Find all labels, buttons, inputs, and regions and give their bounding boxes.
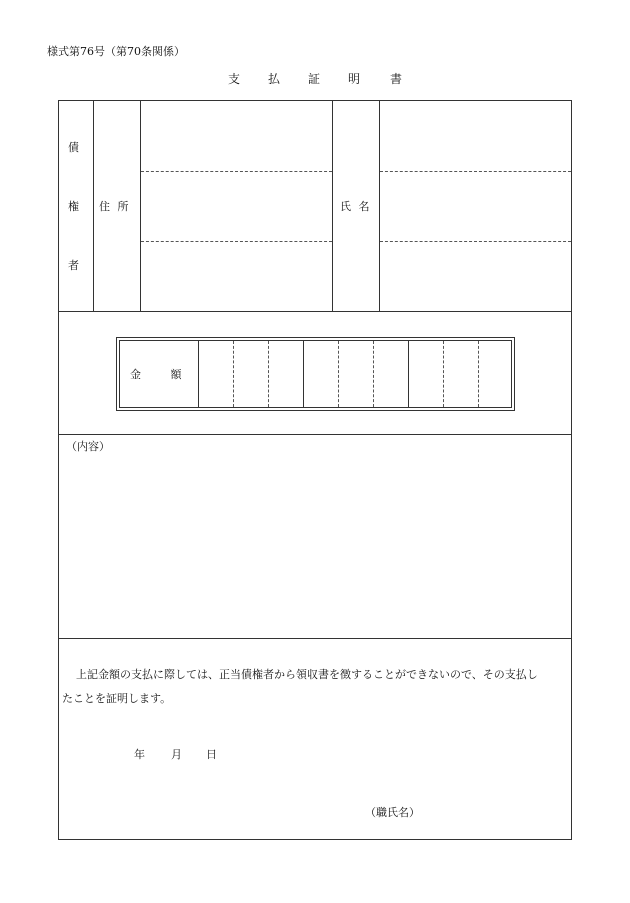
creditor-label-char: 者 xyxy=(68,259,79,272)
address-field-line-3[interactable] xyxy=(141,242,332,311)
amount-digit-box[interactable] xyxy=(444,341,478,407)
amount-label: 金 額 xyxy=(130,368,182,381)
content-label: （内容） xyxy=(66,440,110,453)
date-month-label: 月 xyxy=(171,748,182,761)
section-divider xyxy=(58,638,572,639)
title-char: 支 xyxy=(228,72,241,86)
name-field-line-1[interactable] xyxy=(380,101,571,171)
creditor-label-char: 債 xyxy=(68,141,79,154)
amount-digit-box[interactable] xyxy=(409,341,443,407)
name-label: 氏 名 xyxy=(340,200,372,213)
title-char: 書 xyxy=(390,72,403,86)
certification-text-line2: たことを証明します。 xyxy=(62,692,172,705)
form-number: 様式第76号（第70条関係） xyxy=(47,45,185,58)
amount-digit-box[interactable] xyxy=(479,341,511,407)
name-field-line-3[interactable] xyxy=(380,242,571,311)
official-name-field[interactable] xyxy=(430,802,560,824)
amount-digit-box[interactable] xyxy=(199,341,233,407)
section-divider xyxy=(58,434,572,435)
certification-text-line1: 上記金額の支払に際しては、正当債権者から領収書を徴することができないので、その支払し xyxy=(76,668,538,681)
address-field-line-2[interactable] xyxy=(141,172,332,241)
name-field-line-2[interactable] xyxy=(380,172,571,241)
amount-digit-box[interactable] xyxy=(374,341,408,407)
creditor-label-char: 権 xyxy=(68,200,79,213)
amount-digit-box[interactable] xyxy=(339,341,373,407)
title-char: 証 xyxy=(308,72,321,86)
amount-digit-box[interactable] xyxy=(234,341,268,407)
address-field-line-1[interactable] xyxy=(141,101,332,171)
amount-digit-box[interactable] xyxy=(304,341,338,407)
address-label: 住 所 xyxy=(99,200,131,213)
date-year-label: 年 xyxy=(134,748,145,761)
section-divider xyxy=(58,311,572,312)
official-name-label: （職氏名） xyxy=(365,806,420,819)
title-char: 明 xyxy=(348,72,361,86)
content-field[interactable] xyxy=(59,455,571,637)
amount-digit-box[interactable] xyxy=(269,341,303,407)
title-char: 払 xyxy=(268,72,281,86)
date-day-label: 日 xyxy=(206,748,217,761)
